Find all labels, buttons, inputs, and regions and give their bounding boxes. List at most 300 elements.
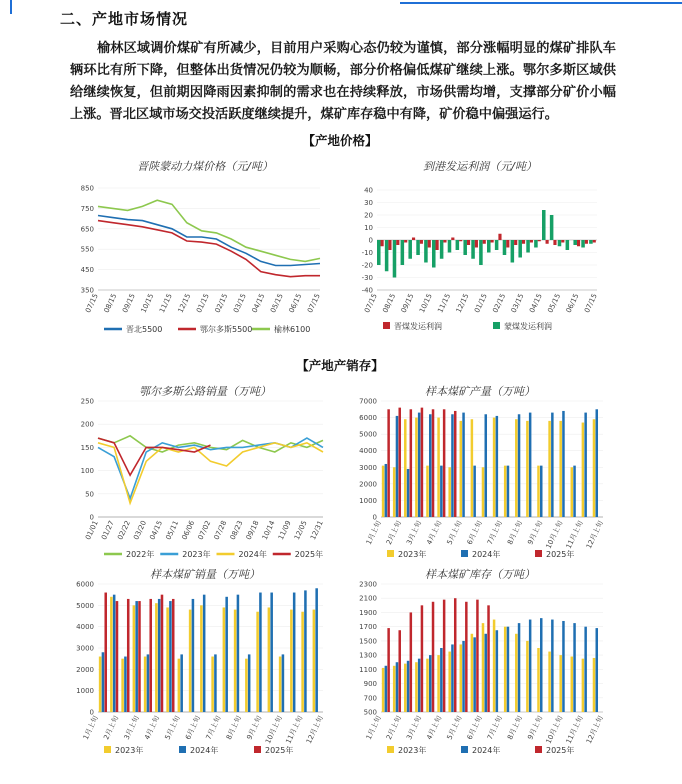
bar <box>407 661 409 712</box>
bar <box>507 627 509 712</box>
bar <box>408 240 412 259</box>
x-tick-label: 10/15 <box>418 292 434 315</box>
x-tick-label: 3月上旬 <box>122 714 141 741</box>
bar <box>493 418 495 517</box>
y-tick-label: 20 <box>364 211 373 220</box>
bar <box>382 466 384 517</box>
bar <box>393 467 395 517</box>
bar <box>451 238 454 241</box>
bar <box>582 659 584 712</box>
bar <box>518 240 522 258</box>
bar <box>526 421 528 517</box>
bar <box>256 612 259 712</box>
x-tick-label: 04/15 <box>148 519 165 542</box>
bar <box>473 637 475 712</box>
y-tick-label: 450 <box>80 266 94 275</box>
bar <box>540 618 542 712</box>
y-tick-label: 500 <box>363 708 377 717</box>
bar <box>559 421 561 517</box>
bar <box>485 634 487 712</box>
bar <box>192 599 195 712</box>
bar <box>566 240 570 250</box>
bar <box>571 657 573 712</box>
bar <box>550 215 554 240</box>
bar <box>301 612 304 712</box>
bar <box>459 240 462 241</box>
x-tick-label: 07/15 <box>363 292 379 315</box>
x-tick-label: 02/15 <box>491 292 508 315</box>
bar <box>429 414 431 517</box>
bar <box>454 411 456 517</box>
bar <box>534 240 538 248</box>
bar <box>225 597 228 712</box>
bar <box>144 657 147 712</box>
x-tick-label: 1月上旬 <box>364 519 383 546</box>
legend-swatch <box>387 550 394 557</box>
x-tick-label: 4月上旬 <box>425 714 444 741</box>
bar <box>479 240 483 265</box>
legend-swatch <box>535 746 542 753</box>
x-tick-label: 9月上旬 <box>526 519 545 546</box>
bar <box>440 240 444 259</box>
y-tick-label: 4000 <box>359 447 377 456</box>
x-tick-label: 08/15 <box>102 292 119 315</box>
bar <box>498 234 501 240</box>
y-tick-label: 50 <box>85 490 94 499</box>
y-tick-label: 0 <box>89 708 94 717</box>
bar <box>551 413 553 517</box>
bar <box>503 240 507 255</box>
bar <box>412 238 415 241</box>
legend-label: 2023年 <box>115 746 144 755</box>
bar <box>426 659 428 712</box>
x-tick-label: 3月上旬 <box>405 519 424 546</box>
bar <box>584 627 586 712</box>
bar <box>593 658 595 712</box>
y-tick-label: 2000 <box>76 665 94 674</box>
bar <box>462 413 464 517</box>
x-tick-label: 11月上旬 <box>564 714 585 745</box>
stock-chart <box>355 578 610 762</box>
bar <box>313 610 316 712</box>
bar <box>248 654 251 712</box>
bar <box>558 240 562 246</box>
bar <box>418 413 420 517</box>
bar <box>135 601 138 712</box>
y-tick-label: 2300 <box>359 580 377 589</box>
bar <box>451 644 453 712</box>
bar <box>540 466 542 517</box>
bar <box>429 655 431 712</box>
legend-swatch <box>461 746 468 753</box>
bar <box>463 240 467 255</box>
sales-chart-title: 鄂尔多斯公路销量（万吨） <box>139 385 271 398</box>
bar <box>456 240 460 250</box>
bar <box>537 466 539 517</box>
bar <box>573 466 575 517</box>
x-tick-label: 08/23 <box>228 519 245 542</box>
bar <box>415 418 417 517</box>
y-tick-label: 10 <box>364 224 373 232</box>
bar <box>304 590 307 712</box>
bar <box>571 467 573 517</box>
bar <box>493 620 495 712</box>
bar <box>482 623 484 712</box>
bar <box>548 421 550 517</box>
bar <box>189 610 192 712</box>
y-tick-label: 1500 <box>359 637 377 646</box>
y-tick-label: 650 <box>80 225 94 234</box>
bar <box>487 605 489 712</box>
bar <box>127 599 130 712</box>
x-tick-label: 09/15 <box>399 292 416 315</box>
bar <box>407 469 409 517</box>
bar <box>440 466 442 517</box>
mine-sales-chart-title: 样本煤矿销量（万吨） <box>150 568 260 581</box>
bar <box>169 601 172 712</box>
bar <box>454 598 456 712</box>
x-tick-label: 09/15 <box>121 292 137 315</box>
legend-label: 榆林6100 <box>274 325 311 334</box>
y-tick-label: 700 <box>363 694 377 703</box>
series-line <box>98 200 320 261</box>
y-tick-label: 1000 <box>359 496 377 505</box>
bar <box>460 421 462 517</box>
bar <box>496 630 498 712</box>
x-tick-label: 10/14 <box>260 519 277 542</box>
bar <box>180 654 183 712</box>
y-tick-label: 40 <box>364 186 373 195</box>
y-tick-label: 0 <box>368 236 373 245</box>
bar <box>404 664 406 712</box>
bar <box>514 240 517 245</box>
bar <box>382 668 384 712</box>
x-tick-label: 12月上旬 <box>304 714 325 745</box>
y-tick-label: 2100 <box>359 594 377 603</box>
legend-label: 晋煤发运利润 <box>394 322 442 331</box>
bar <box>448 467 450 517</box>
bar <box>589 240 593 244</box>
bar <box>465 602 467 712</box>
x-tick-label: 05/15 <box>546 292 563 315</box>
bar <box>133 605 136 712</box>
sales-chart <box>70 395 330 565</box>
bar <box>396 240 399 245</box>
x-tick-label: 1月上旬 <box>81 714 100 741</box>
x-tick-label: 7月上旬 <box>204 714 223 741</box>
legend-label: 2025年 <box>546 746 575 755</box>
x-tick-label: 07/28 <box>212 519 229 542</box>
bar <box>420 240 423 244</box>
legend-label: 2024年 <box>238 550 267 559</box>
bar <box>138 601 141 712</box>
legend-swatch <box>535 550 542 557</box>
bar <box>573 623 575 712</box>
bar <box>546 240 549 244</box>
bar <box>424 240 428 263</box>
bar <box>511 240 515 263</box>
bar <box>551 620 553 712</box>
legend-label: 2023年 <box>182 550 211 559</box>
bar <box>161 595 164 712</box>
y-tick-label: 5000 <box>76 601 94 610</box>
left-rule <box>10 0 12 14</box>
bar <box>584 413 586 517</box>
x-tick-label: 12/15 <box>454 292 471 315</box>
x-tick-label: 06/15 <box>287 292 304 315</box>
bar <box>504 466 506 517</box>
bar <box>506 240 509 248</box>
y-tick-label: 1000 <box>76 687 94 696</box>
bar <box>475 240 478 248</box>
y-tick-label: 3000 <box>359 463 377 472</box>
bar <box>385 666 387 712</box>
bar <box>155 603 158 712</box>
y-tick-label: 1900 <box>359 608 377 617</box>
header-rule <box>400 2 682 4</box>
bar <box>471 634 473 712</box>
bar <box>491 240 494 243</box>
bar <box>282 654 285 712</box>
bar <box>504 627 506 712</box>
bar <box>404 419 406 517</box>
bar <box>515 419 517 517</box>
x-tick-label: 06/15 <box>564 292 581 315</box>
x-tick-label: 07/15 <box>583 292 599 315</box>
bar <box>393 666 395 712</box>
x-tick-label: 04/15 <box>528 292 544 315</box>
y-tick-label: 1100 <box>359 665 377 674</box>
x-tick-label: 01/15 <box>195 292 211 315</box>
y-tick-label: 200 <box>80 420 94 429</box>
x-tick-label: 6月上旬 <box>465 714 484 741</box>
bar <box>237 595 240 712</box>
production-section-label: 【产地产销存】 <box>296 358 384 373</box>
bar <box>530 240 533 243</box>
y-tick-label: 250 <box>80 397 94 406</box>
legend-label: 蒙煤发运利润 <box>504 322 552 331</box>
y-tick-label: -10 <box>361 249 373 257</box>
legend-label: 2025年 <box>265 746 294 755</box>
x-tick-label: 01/27 <box>100 519 116 542</box>
bar <box>437 655 439 712</box>
bar <box>561 240 564 243</box>
y-tick-label: -30 <box>361 274 373 282</box>
bar <box>537 648 539 712</box>
x-tick-label: 12/05 <box>292 519 309 542</box>
bar <box>290 610 293 712</box>
x-tick-label: 07/15 <box>84 292 100 315</box>
bar <box>482 467 484 517</box>
x-tick-label: 2月上旬 <box>384 519 403 546</box>
legend-swatch <box>383 322 390 329</box>
legend-label: 2022年 <box>126 550 155 559</box>
bar <box>462 641 464 712</box>
y-tick-label: 3000 <box>76 644 94 653</box>
bar <box>596 628 598 712</box>
bar <box>529 413 531 517</box>
x-tick-label: 7月上旬 <box>485 519 504 546</box>
x-tick-label: 12/31 <box>309 519 325 542</box>
x-tick-label: 10/15 <box>139 292 156 315</box>
bar <box>102 652 105 712</box>
bar <box>396 416 398 517</box>
y-tick-label: 0 <box>89 513 94 522</box>
x-tick-label: 06/06 <box>180 519 197 542</box>
bar <box>172 599 175 712</box>
y-tick-label: -40 <box>361 286 373 295</box>
x-tick-label: 11月上旬 <box>284 714 305 745</box>
bar <box>421 408 423 517</box>
bar <box>473 466 475 517</box>
x-tick-label: 2月上旬 <box>102 714 121 741</box>
y-tick-label: 0 <box>372 513 377 522</box>
bar <box>542 210 546 240</box>
bar <box>388 240 391 250</box>
bar <box>398 630 400 712</box>
bar <box>426 466 428 517</box>
bar <box>377 240 381 265</box>
y-tick-label: 150 <box>80 443 94 452</box>
profit-chart <box>355 180 605 340</box>
x-tick-label: 03/15 <box>232 292 248 315</box>
bar <box>200 605 203 712</box>
y-tick-label: 4000 <box>76 623 94 632</box>
x-tick-label: 09/18 <box>244 519 261 542</box>
price-section-label: 【产地价格】 <box>302 133 378 148</box>
x-tick-label: 4月上旬 <box>425 519 444 546</box>
bar <box>562 411 564 517</box>
bar <box>381 240 384 246</box>
x-tick-label: 01/01 <box>84 519 100 542</box>
x-tick-label: 8月上旬 <box>506 714 525 741</box>
bar <box>99 657 102 712</box>
y-tick-label: 1300 <box>359 651 377 660</box>
bar <box>581 240 585 248</box>
y-tick-label: 750 <box>80 204 94 213</box>
bar <box>485 414 487 517</box>
x-tick-label: 11/15 <box>436 292 453 315</box>
y-tick-label: 550 <box>80 245 94 254</box>
bar <box>467 240 470 245</box>
bar <box>460 644 462 712</box>
bar <box>585 240 588 244</box>
bar <box>471 240 475 259</box>
x-tick-label: 07/15 <box>306 292 322 315</box>
bar <box>432 409 434 517</box>
x-tick-label: 04/15 <box>250 292 267 315</box>
x-tick-label: 9月上旬 <box>245 714 264 741</box>
legend-swatch <box>179 746 186 753</box>
y-tick-label: -20 <box>361 261 373 270</box>
bar <box>410 612 412 712</box>
legend-swatch <box>387 746 394 753</box>
bar <box>443 240 446 243</box>
x-tick-label: 02/22 <box>116 519 132 542</box>
x-tick-label: 10月上旬 <box>544 714 565 745</box>
x-tick-label: 05/11 <box>164 519 181 542</box>
x-tick-label: 10月上旬 <box>264 714 284 745</box>
bar <box>436 240 439 250</box>
bar <box>443 409 445 517</box>
x-tick-label: 11/09 <box>276 519 293 542</box>
bar <box>507 466 509 517</box>
bar <box>553 240 556 245</box>
bar <box>166 607 169 712</box>
bar <box>113 595 116 712</box>
bar <box>387 628 389 712</box>
bar <box>487 240 491 253</box>
bar <box>593 419 595 517</box>
bar <box>526 641 528 712</box>
bar <box>518 623 520 712</box>
bar <box>448 240 452 253</box>
x-tick-label: 11月上旬 <box>564 519 585 550</box>
bar <box>451 414 453 517</box>
x-tick-label: 01/15 <box>473 292 489 315</box>
price-chart-title: 晋陕蒙动力煤价格（元/吨） <box>137 160 273 173</box>
bar <box>203 595 206 712</box>
x-tick-label: 02/15 <box>213 292 230 315</box>
bar <box>211 657 214 712</box>
bar <box>443 600 445 712</box>
x-tick-label: 5月上旬 <box>163 714 182 741</box>
bar <box>410 409 412 517</box>
bar <box>526 240 530 253</box>
legend-swatch <box>104 746 111 753</box>
bar <box>522 240 525 244</box>
bar <box>268 607 271 712</box>
y-tick-label: 30 <box>364 199 373 207</box>
market-paragraph: 榆林区域调价煤矿有所减少，目前用户采购心态仍较为谨慎，部分涨幅明显的煤矿排队车辆环比有所下降，但整体出货情况仍较为顺畅，部分价格偏低煤矿继续上涨。鄂尔多斯区域供给继续恢复，但前期因降雨因素抑制的需求也在持续释放，市场供需均增，支撑部分矿价小幅上涨。晋北区域市场交投活跃度继续提升，煤矿库存稳中有降，矿价稳中偏强运行。 <box>70 41 616 122</box>
bar <box>416 240 420 255</box>
bar <box>214 654 217 712</box>
bar <box>110 597 113 712</box>
legend-label: 2025年 <box>546 550 575 559</box>
legend-label: 2024年 <box>190 746 219 755</box>
bar <box>401 240 405 265</box>
x-tick-label: 6月上旬 <box>184 714 203 741</box>
x-tick-label: 08/15 <box>381 292 398 315</box>
bar <box>418 659 420 712</box>
output-chart <box>355 395 610 565</box>
output-chart-title: 样本煤矿产量（万吨） <box>425 385 535 398</box>
bar <box>104 593 107 712</box>
x-tick-label: 03/20 <box>132 519 149 542</box>
legend-label: 2025年 <box>294 550 324 559</box>
legend-swatch <box>461 550 468 557</box>
bar <box>593 240 596 243</box>
x-tick-label: 10月上旬 <box>544 519 565 550</box>
bar <box>437 418 439 517</box>
x-tick-label: 03/15 <box>509 292 526 315</box>
bar <box>476 600 478 712</box>
x-tick-label: 07/02 <box>196 519 213 542</box>
bar <box>471 419 473 517</box>
bar <box>421 605 423 712</box>
x-tick-label: 9月上旬 <box>526 714 545 741</box>
y-tick-label: 900 <box>363 680 377 689</box>
bar <box>293 593 296 712</box>
mine-sales-chart <box>70 578 330 762</box>
bar <box>573 240 577 245</box>
x-tick-label: 6月上旬 <box>465 519 484 546</box>
price-chart <box>70 180 330 340</box>
bar <box>147 654 150 712</box>
x-tick-label: 7月上旬 <box>485 714 504 741</box>
bar <box>387 409 389 517</box>
y-tick-label: 6000 <box>359 414 377 423</box>
